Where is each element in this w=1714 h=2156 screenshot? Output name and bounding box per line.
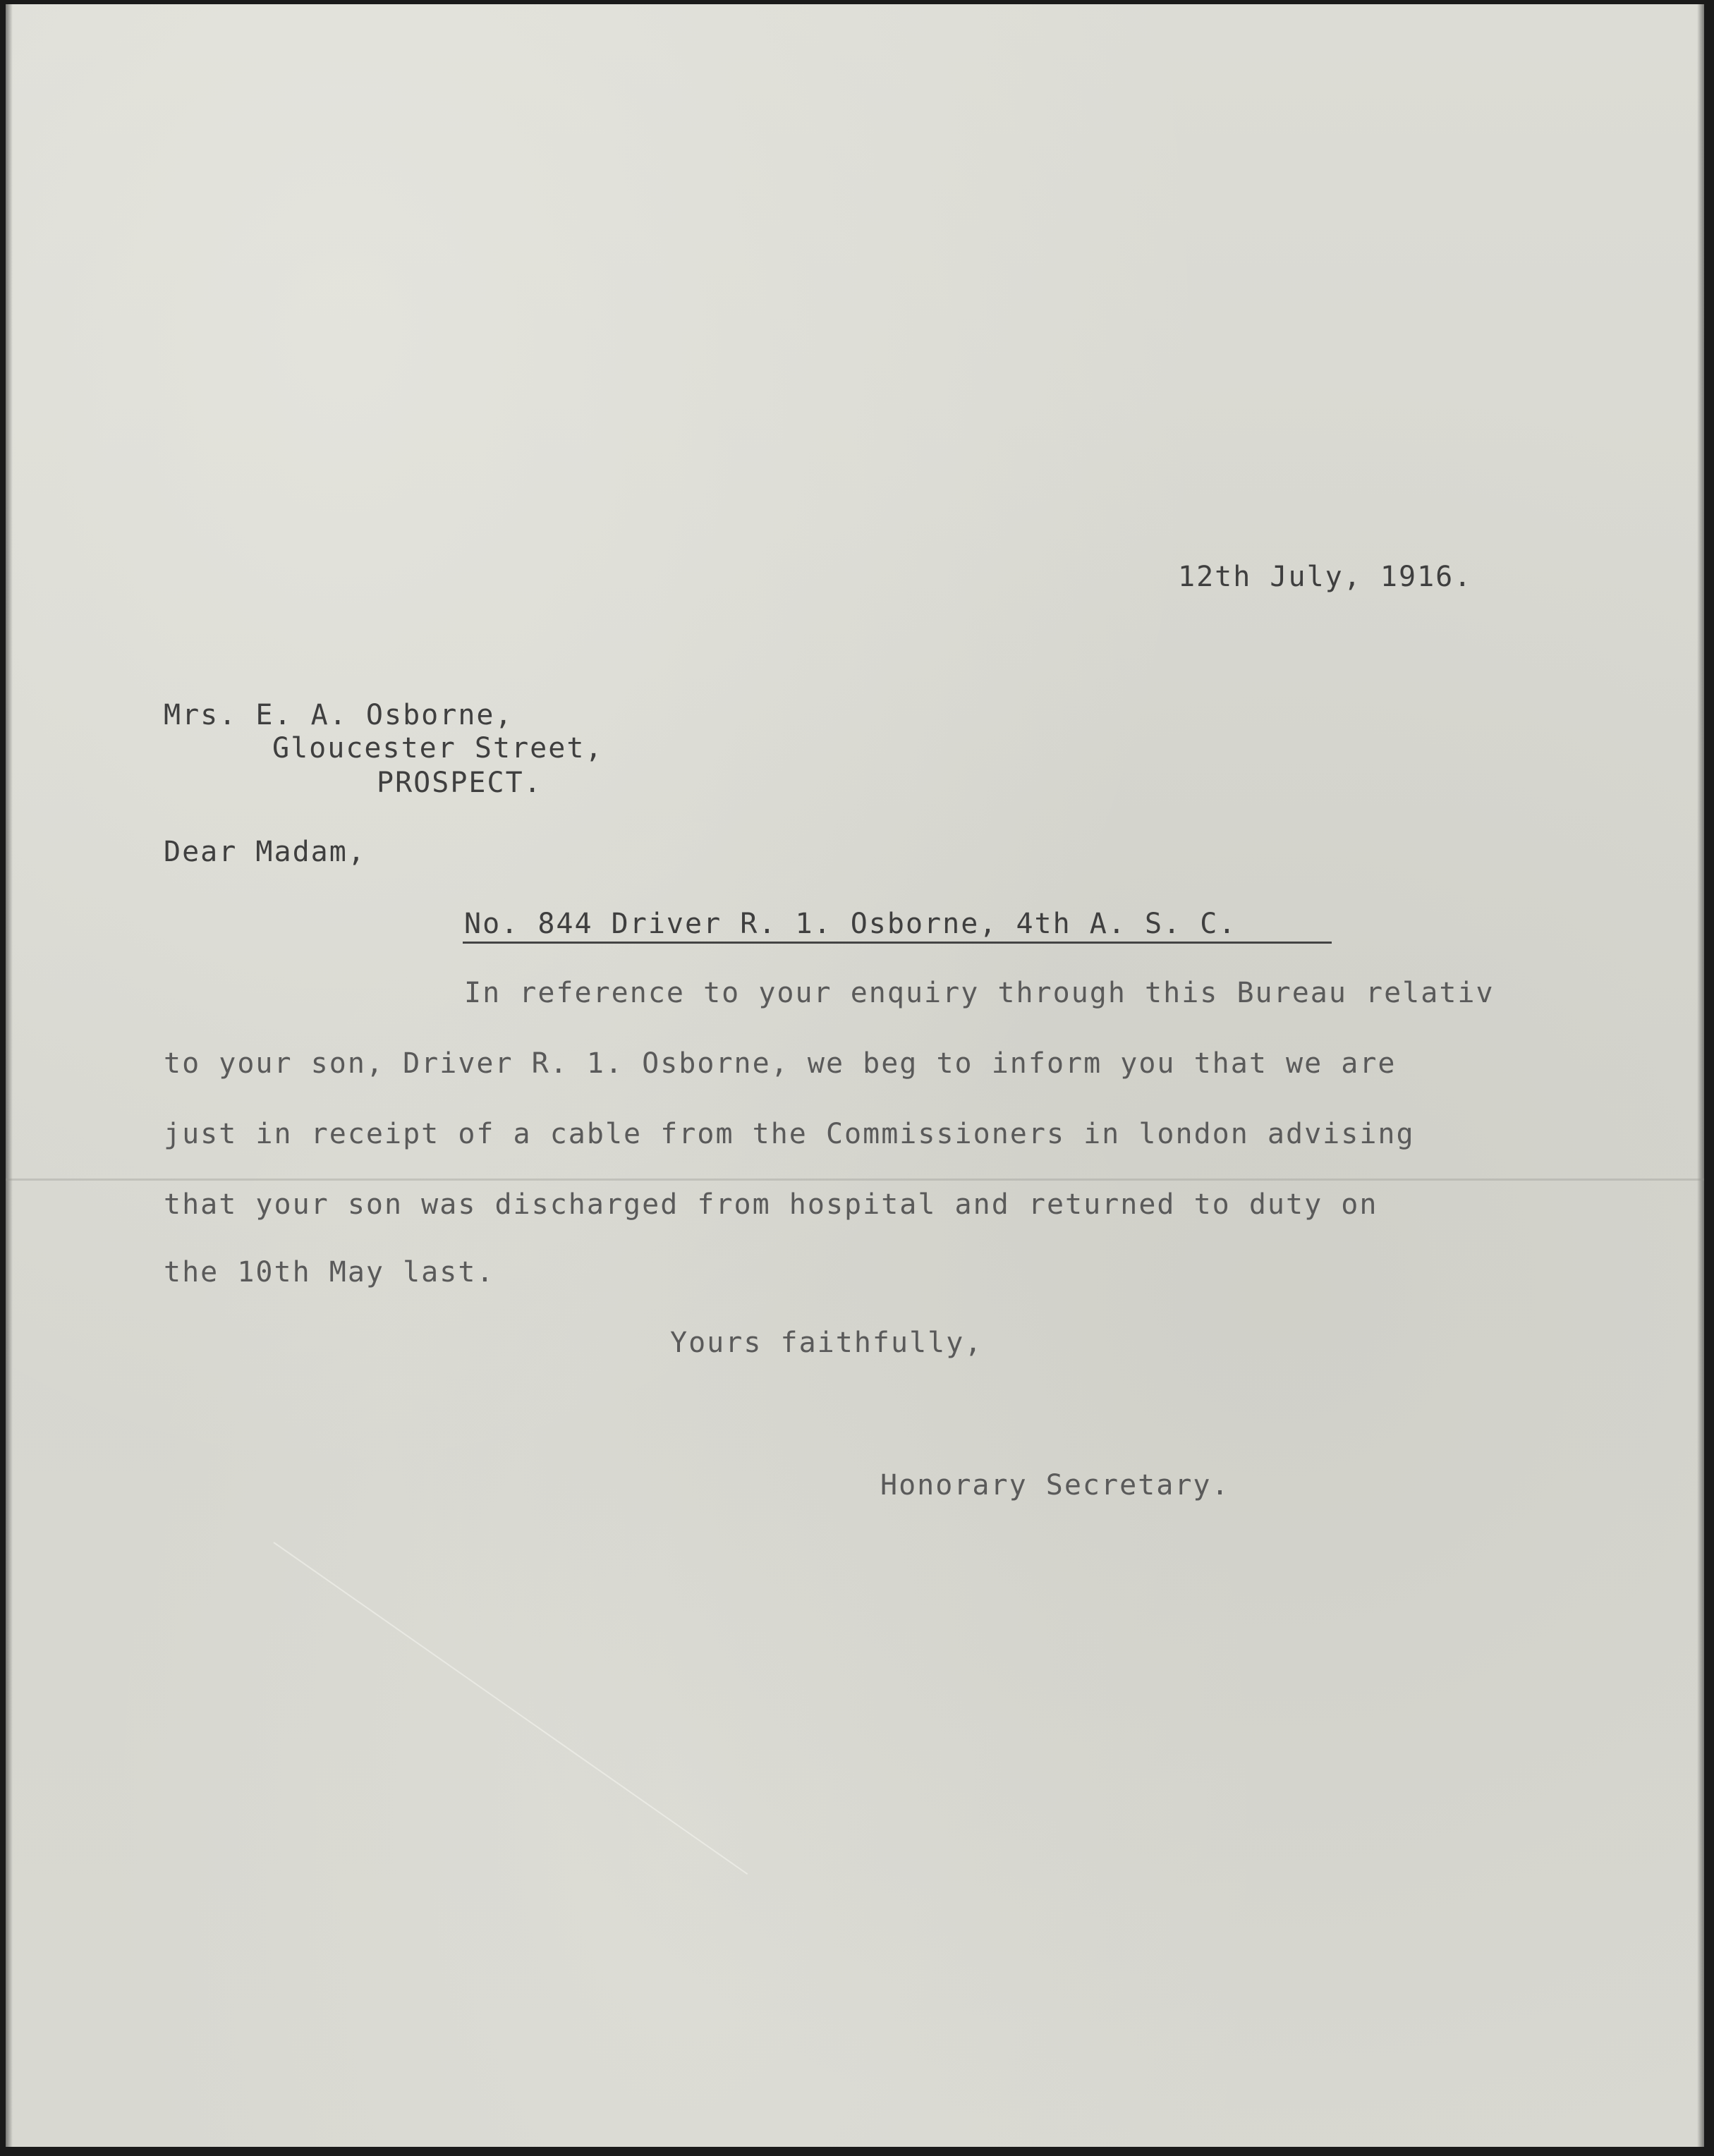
subject-line: No. 844 Driver R. 1. Osborne, 4th A. S. C. xyxy=(464,908,1237,940)
paper-fold-line xyxy=(6,1179,1704,1181)
letter-page xyxy=(6,4,1704,2147)
body-line-3: just in receipt of a cable from the Commissioners in london advising xyxy=(164,1118,1415,1150)
body-line-2: to your son, Driver R. 1. Osborne, we beg to inform you that we are xyxy=(164,1047,1397,1080)
paper-crease xyxy=(273,1542,748,1875)
recipient-street: Gloucester Street, xyxy=(272,732,604,765)
subject-underline xyxy=(463,942,1332,944)
page-edge-shadow-right xyxy=(1697,4,1704,2147)
signature-title: Honorary Secretary. xyxy=(880,1469,1230,1502)
body-line-1: In reference to your enquiry through this Bureau relativ xyxy=(464,977,1495,1009)
salutation: Dear Madam, xyxy=(164,836,366,868)
closing: Yours faithfully, xyxy=(670,1327,983,1359)
body-line-4: that your son was discharged from hospital and returned to duty on xyxy=(164,1188,1378,1221)
page-edge-shadow-left xyxy=(6,4,13,2147)
letter-date: 12th July, 1916. xyxy=(1178,561,1473,593)
body-line-5: the 10th May last. xyxy=(164,1256,495,1289)
recipient-town: PROSPECT. xyxy=(377,767,542,799)
recipient-name: Mrs. E. A. Osborne, xyxy=(164,699,513,731)
